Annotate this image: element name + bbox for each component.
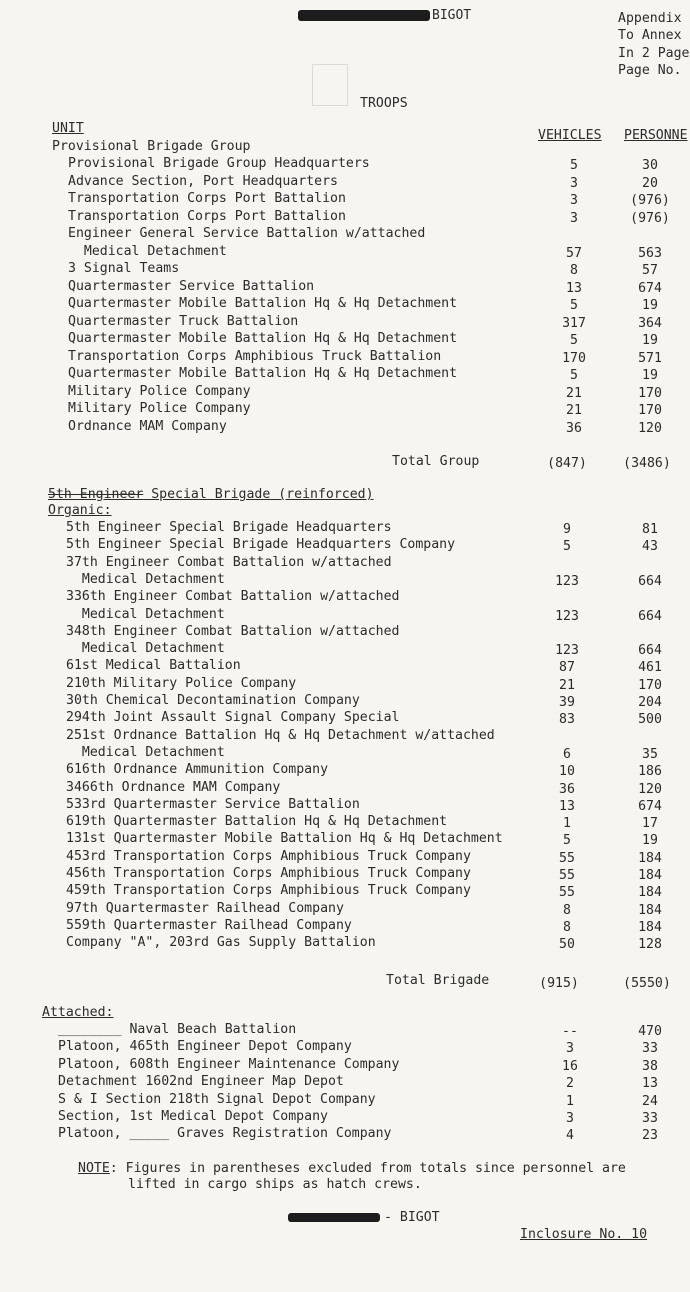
column-header-vehicles: VEHICLES (538, 128, 602, 143)
personnel-count: 461 (638, 660, 662, 676)
unit-name: Company "A", 203rd Gas Supply Battalion (66, 935, 376, 951)
personnel-count: 674 (638, 280, 662, 296)
vehicle-count: 13 (559, 798, 575, 814)
unit-name: ________ Naval Beach Battalion (58, 1022, 297, 1037)
unit-name: 619th Quartermaster Battalion Hq & Hq Detachment (66, 814, 448, 830)
unit-name: Military Police Company (68, 383, 251, 399)
unit-name: 336th Engineer Combat Battalion w/attached (66, 589, 400, 605)
personnel-count: 57 (642, 263, 658, 278)
unit-name: Medical Detachment (68, 243, 227, 259)
unit-name: Medical Detachment (66, 744, 225, 760)
unit-name: Transportation Corps Amphibious Truck Battalion (68, 348, 442, 364)
personnel-count: 17 (642, 816, 658, 832)
unit-name: 251st Ordnance Battalion Hq & Hq Detachment w/attached (66, 727, 495, 743)
faint-stamp (312, 64, 348, 106)
vehicle-count: 21 (566, 385, 582, 401)
unit-name: Platoon, 465th Engineer Depot Company (58, 1039, 352, 1055)
vehicle-count: 1 (566, 1093, 574, 1109)
personnel-count: 674 (638, 798, 662, 814)
unit-name: S & I Section 218th Signal Depot Company (58, 1091, 376, 1107)
vehicle-count: 9 (563, 522, 571, 537)
unit-name: Medical Detachment (66, 641, 225, 657)
vehicle-count: 5 (563, 539, 571, 555)
personnel-count: 664 (638, 643, 662, 659)
personnel-count: 120 (638, 781, 662, 797)
group-heading-brigade (48, 486, 374, 503)
personnel-count: 30 (642, 158, 658, 173)
appendix-reference (618, 10, 689, 80)
personnel-count: 204 (638, 695, 662, 710)
vehicle-count: 5 (570, 298, 578, 313)
classification-top: BIGOT (432, 8, 472, 23)
group-heading-provisional: Provisional Brigade Group (52, 139, 251, 154)
vehicle-count: 10 (559, 764, 575, 780)
unit-name: Detachment 1602nd Engineer Map Depot (58, 1074, 344, 1090)
unit-name: 131st Quartermaster Mobile Battalion Hq & Hq Detachment (66, 831, 503, 847)
unit-name: Ordnance MAM Company (68, 418, 227, 434)
vehicle-count: 8 (563, 902, 571, 918)
personnel-count: 19 (642, 298, 658, 313)
organic-subheading: Organic: (48, 503, 112, 518)
personnel-count: 43 (642, 539, 658, 555)
unit-name: Medical Detachment (66, 606, 225, 622)
vehicle-count: 36 (566, 420, 582, 436)
unit-name: Section, 1st Medical Depot Company (58, 1109, 328, 1124)
unit-name: Quartermaster Mobile Battalion Hq & Hq Detachment (68, 331, 458, 346)
unit-name: 5th Engineer Special Brigade Headquarters (66, 520, 392, 535)
personnel-count: 364 (638, 315, 662, 331)
vehicle-count: 3 (570, 210, 578, 226)
personnel-count: 170 (638, 385, 662, 401)
vehicle-count: 1 (563, 816, 571, 832)
personnel-count: 184 (638, 885, 662, 901)
redaction-bar-top (298, 10, 430, 21)
personnel-count: 128 (638, 937, 662, 953)
vehicle-count: 3 (566, 1041, 574, 1057)
personnel-count: 184 (638, 850, 662, 866)
personnel-count: (976) (630, 210, 670, 226)
total-brigade-vehicles: (915) (539, 976, 579, 991)
note-line-2: lifted in cargo ships as hatch crews. (128, 1177, 422, 1192)
appendix-line: Page No. (618, 63, 682, 79)
unit-name: Provisional Brigade Group Headquarters (68, 156, 370, 171)
personnel-count: 24 (642, 1093, 658, 1109)
unit-name: 5th Engineer Special Brigade Headquarters Company (66, 537, 456, 553)
note-text-1: : Figures in parentheses excluded from totals since personnel are (109, 1161, 626, 1176)
vehicle-count: 57 (566, 245, 582, 261)
vehicle-count: 123 (555, 573, 579, 589)
personnel-count: 664 (638, 608, 662, 624)
appendix-line: Appendix (618, 11, 682, 26)
unit-name: Quartermaster Mobile Battalion Hq & Hq Detachment (68, 366, 458, 381)
personnel-count: 500 (638, 712, 662, 728)
attached-heading: Attached: (42, 1005, 114, 1020)
vehicle-count: 2 (566, 1076, 574, 1092)
personnel-count: 184 (638, 902, 662, 918)
personnel-count: (976) (630, 193, 670, 208)
personnel-count: 81 (642, 522, 658, 537)
personnel-count: 19 (642, 833, 658, 849)
vehicle-count: 55 (559, 868, 575, 883)
note-line-1 (78, 1160, 626, 1177)
unit-name: Medical Detachment (66, 571, 225, 587)
unit-name: Engineer General Service Battalion w/attached (68, 226, 426, 241)
total-group-personnel: (3486) (623, 456, 671, 471)
vehicle-count: 8 (563, 919, 571, 935)
personnel-count: 19 (642, 368, 658, 383)
personnel-count: 170 (638, 677, 662, 693)
total-brigade-personnel: (5550) (623, 976, 671, 991)
vehicle-count: 5 (570, 333, 578, 348)
personnel-count: 38 (642, 1058, 658, 1074)
column-header-personnel: PERSONNE (624, 128, 688, 143)
total-group-label: Total Group (392, 454, 480, 469)
unit-name: 3 Signal Teams (68, 261, 180, 276)
vehicle-count: 3 (570, 175, 578, 191)
personnel-count: 184 (638, 868, 662, 883)
unit-name: Platoon, _____ Graves Registration Company (58, 1126, 392, 1142)
note-label: NOTE (78, 1161, 110, 1176)
total-group-vehicles: (847) (547, 456, 587, 471)
unit-name: 294th Joint Assault Signal Company Special (66, 710, 400, 726)
unit-name: 616th Ordnance Ammunition Company (66, 762, 329, 778)
unit-name: 3466th Ordnance MAM Company (66, 779, 281, 795)
inclosure-number: Inclosure No. 10 (520, 1227, 648, 1242)
vehicle-count: 13 (566, 280, 582, 296)
vehicle-count: 50 (559, 937, 575, 953)
vehicle-count: -- (562, 1024, 578, 1039)
vehicle-count: 6 (563, 746, 571, 762)
vehicle-count: 170 (562, 350, 586, 366)
vehicle-count: 317 (562, 315, 586, 331)
redaction-bar-bottom (288, 1213, 380, 1222)
vehicle-count: 21 (566, 403, 582, 418)
unit-name: 459th Transportation Corps Amphibious Truck Company (66, 883, 471, 899)
unit-name: 348th Engineer Combat Battalion w/attached (66, 623, 400, 639)
personnel-count: 184 (638, 919, 662, 935)
personnel-count: 470 (638, 1024, 662, 1039)
vehicle-count: 55 (559, 850, 575, 866)
unit-name: 97th Quartermaster Railhead Company (66, 900, 344, 916)
unit-name: 61st Medical Battalion (66, 658, 241, 674)
personnel-count: 19 (642, 333, 658, 348)
unit-name: 30th Chemical Decontamination Company (66, 693, 360, 708)
unit-name: Quartermaster Service Battalion (68, 278, 315, 294)
column-header-unit: UNIT (52, 121, 84, 136)
personnel-count: 170 (638, 403, 662, 418)
unit-name: 533rd Quartermaster Service Battalion (66, 796, 360, 812)
total-brigade-label: Total Brigade (386, 973, 490, 988)
personnel-count: 563 (638, 245, 662, 261)
personnel-count: 20 (642, 175, 658, 191)
classification-bottom: - BIGOT (384, 1210, 440, 1225)
appendix-line: To Annex (618, 28, 682, 44)
vehicle-count: 123 (555, 608, 579, 624)
vehicle-count: 16 (562, 1058, 578, 1074)
unit-name: Quartermaster Truck Battalion (68, 313, 299, 329)
page-title: TROOPS (360, 96, 408, 111)
personnel-count: 23 (642, 1128, 658, 1144)
vehicle-count: 55 (559, 885, 575, 901)
vehicle-count: 36 (559, 781, 575, 797)
unit-name: Transportation Corps Port Battalion (68, 191, 346, 206)
personnel-count: 13 (642, 1076, 658, 1092)
vehicle-count: 87 (559, 660, 575, 676)
vehicle-count: 83 (559, 712, 575, 728)
unit-name: 37th Engineer Combat Battalion w/attached (66, 554, 392, 570)
vehicle-count: 5 (570, 158, 578, 173)
unit-name: Platoon, 608th Engineer Maintenance Company (58, 1056, 400, 1072)
unit-name: 559th Quartermaster Railhead Company (66, 917, 352, 933)
heading-rest: Special Brigade (reinforced) (143, 487, 374, 502)
unit-name: Quartermaster Mobile Battalion Hq & Hq Detachment (68, 296, 458, 311)
vehicle-count: 5 (570, 368, 578, 383)
struck-text: 5th Engineer (48, 487, 144, 502)
personnel-count: 35 (642, 746, 658, 762)
vehicle-count: 3 (570, 193, 578, 208)
vehicle-count: 5 (563, 833, 571, 849)
vehicle-count: 21 (559, 677, 575, 693)
unit-name: 453rd Transportation Corps Amphibious Truck Company (66, 848, 471, 864)
unit-name: 456th Transportation Corps Amphibious Truck Company (66, 866, 471, 881)
personnel-count: 571 (638, 350, 662, 366)
unit-name: Military Police Company (68, 401, 251, 416)
vehicle-count: 39 (559, 695, 575, 710)
personnel-count: 33 (642, 1041, 658, 1057)
personnel-count: 664 (638, 573, 662, 589)
vehicle-count: 8 (570, 263, 578, 278)
personnel-count: 33 (642, 1111, 658, 1126)
unit-name: 210th Military Police Company (66, 675, 297, 691)
unit-name: Advance Section, Port Headquarters (68, 173, 338, 189)
personnel-count: 186 (638, 764, 662, 780)
vehicle-count: 123 (555, 643, 579, 659)
unit-name: Transportation Corps Port Battalion (68, 208, 346, 224)
vehicle-count: 4 (566, 1128, 574, 1144)
personnel-count: 120 (638, 420, 662, 436)
vehicle-count: 3 (566, 1111, 574, 1126)
appendix-line: In 2 Page (618, 45, 690, 61)
